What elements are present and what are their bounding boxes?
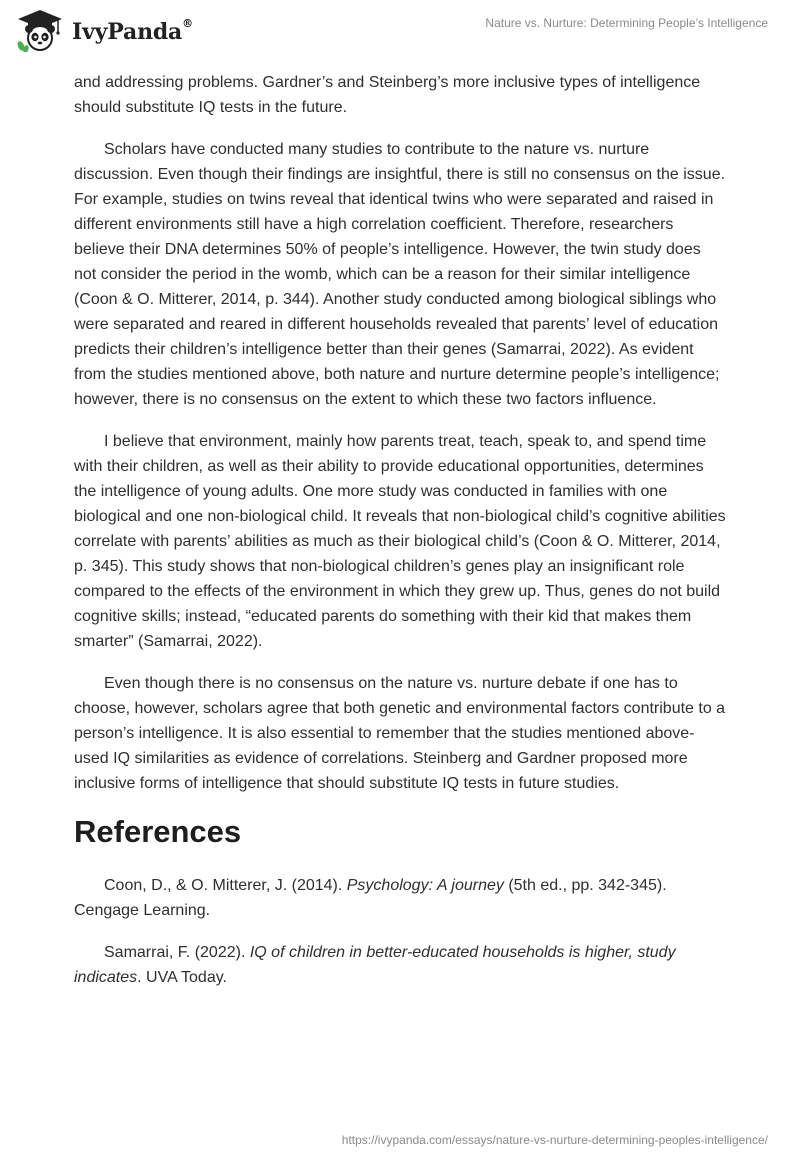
document-title: Nature vs. Nurture: Determining People’s Intelligence <box>485 16 768 30</box>
ivypanda-logo[interactable] <box>14 8 193 52</box>
paragraph-continued: and addressing problems. Gardner’s and Steinberg’s more inclusive types of intelligence should substitute IQ tests in the future. <box>74 74 701 116</box>
paragraph-studies: Scholars have conducted many studies to contribute to the nature vs. nurture discussion. Even though their findings are insightful, there is still no consensus on the issue. For example, studies on twins reveal that identical twins who were separated and raised in different environments still have a high correlation coefficient. Therefore, researchers believe their DNA determines 50% of people’s intelligence. However, the twin study does not consider the period in the womb, which can be a reason for their similar intelligence (Coon & O. Mitterer, 2014, p. 344). Another study conducted among biological siblings who were separated and reared in different households revealed that parents’ level of education predicts their children’s intelligence better than their genes (Samarrai, 2022). As evident from the studies mentioned above, both nature and nurture determine people’s intelligence; however, there is no consensus on the extent to which these two factors influence. <box>74 141 726 408</box>
panda-graduate-icon <box>14 8 66 52</box>
page-header <box>0 0 800 70</box>
essay-content <box>74 70 726 1007</box>
paragraph-environment: I believe that environment, mainly how parents treat, teach, speak to, and spend time with their children, as well as their ability to provide educational opportunities, determines the intelligence of young adults. One more study was conducted in families with one biological and one non-biological child. It reveals that non-biological child’s cognitive abilities correlate with parents’ abilities as much as their biological child’s (Coon & O. Mitterer, 2014, p. 345). This study shows that non-biological children’s genes play an insignificant role compared to the effects of the environment in which they grew up. Thus, genes do not build cognitive skills; instead, “educated parents do something with their kid that makes them smarter” (Samarrai, 2022). <box>74 433 726 650</box>
references-heading: References <box>74 814 242 849</box>
paragraph-conclusion: Even though there is no consensus on the nature vs. nurture debate if one has to choose, however, scholars agree that both genetic and environmental factors contribute to a person’s intelligence. It is also essential to remember that the studies mentioned above-used IQ similarities as evidence of correlations. Steinberg and Gardner proposed more inclusive forms of intelligence that should substitute IQ tests in future studies. <box>74 675 726 792</box>
logo-wordmark: IvyPanda® <box>72 17 193 45</box>
reference-item: Coon, D., & O. Mitterer, J. (2014). Psychology: A journey (5th ed., pp. 342-345). Cengage Learning. <box>74 877 667 919</box>
source-url[interactable]: https://ivypanda.com/essays/nature-vs-nurture-determining-peoples-intelligence/ <box>341 1133 768 1147</box>
reference-item: Samarrai, F. (2022). IQ of children in better-educated households is higher, study indicates. UVA Today. <box>74 944 676 986</box>
